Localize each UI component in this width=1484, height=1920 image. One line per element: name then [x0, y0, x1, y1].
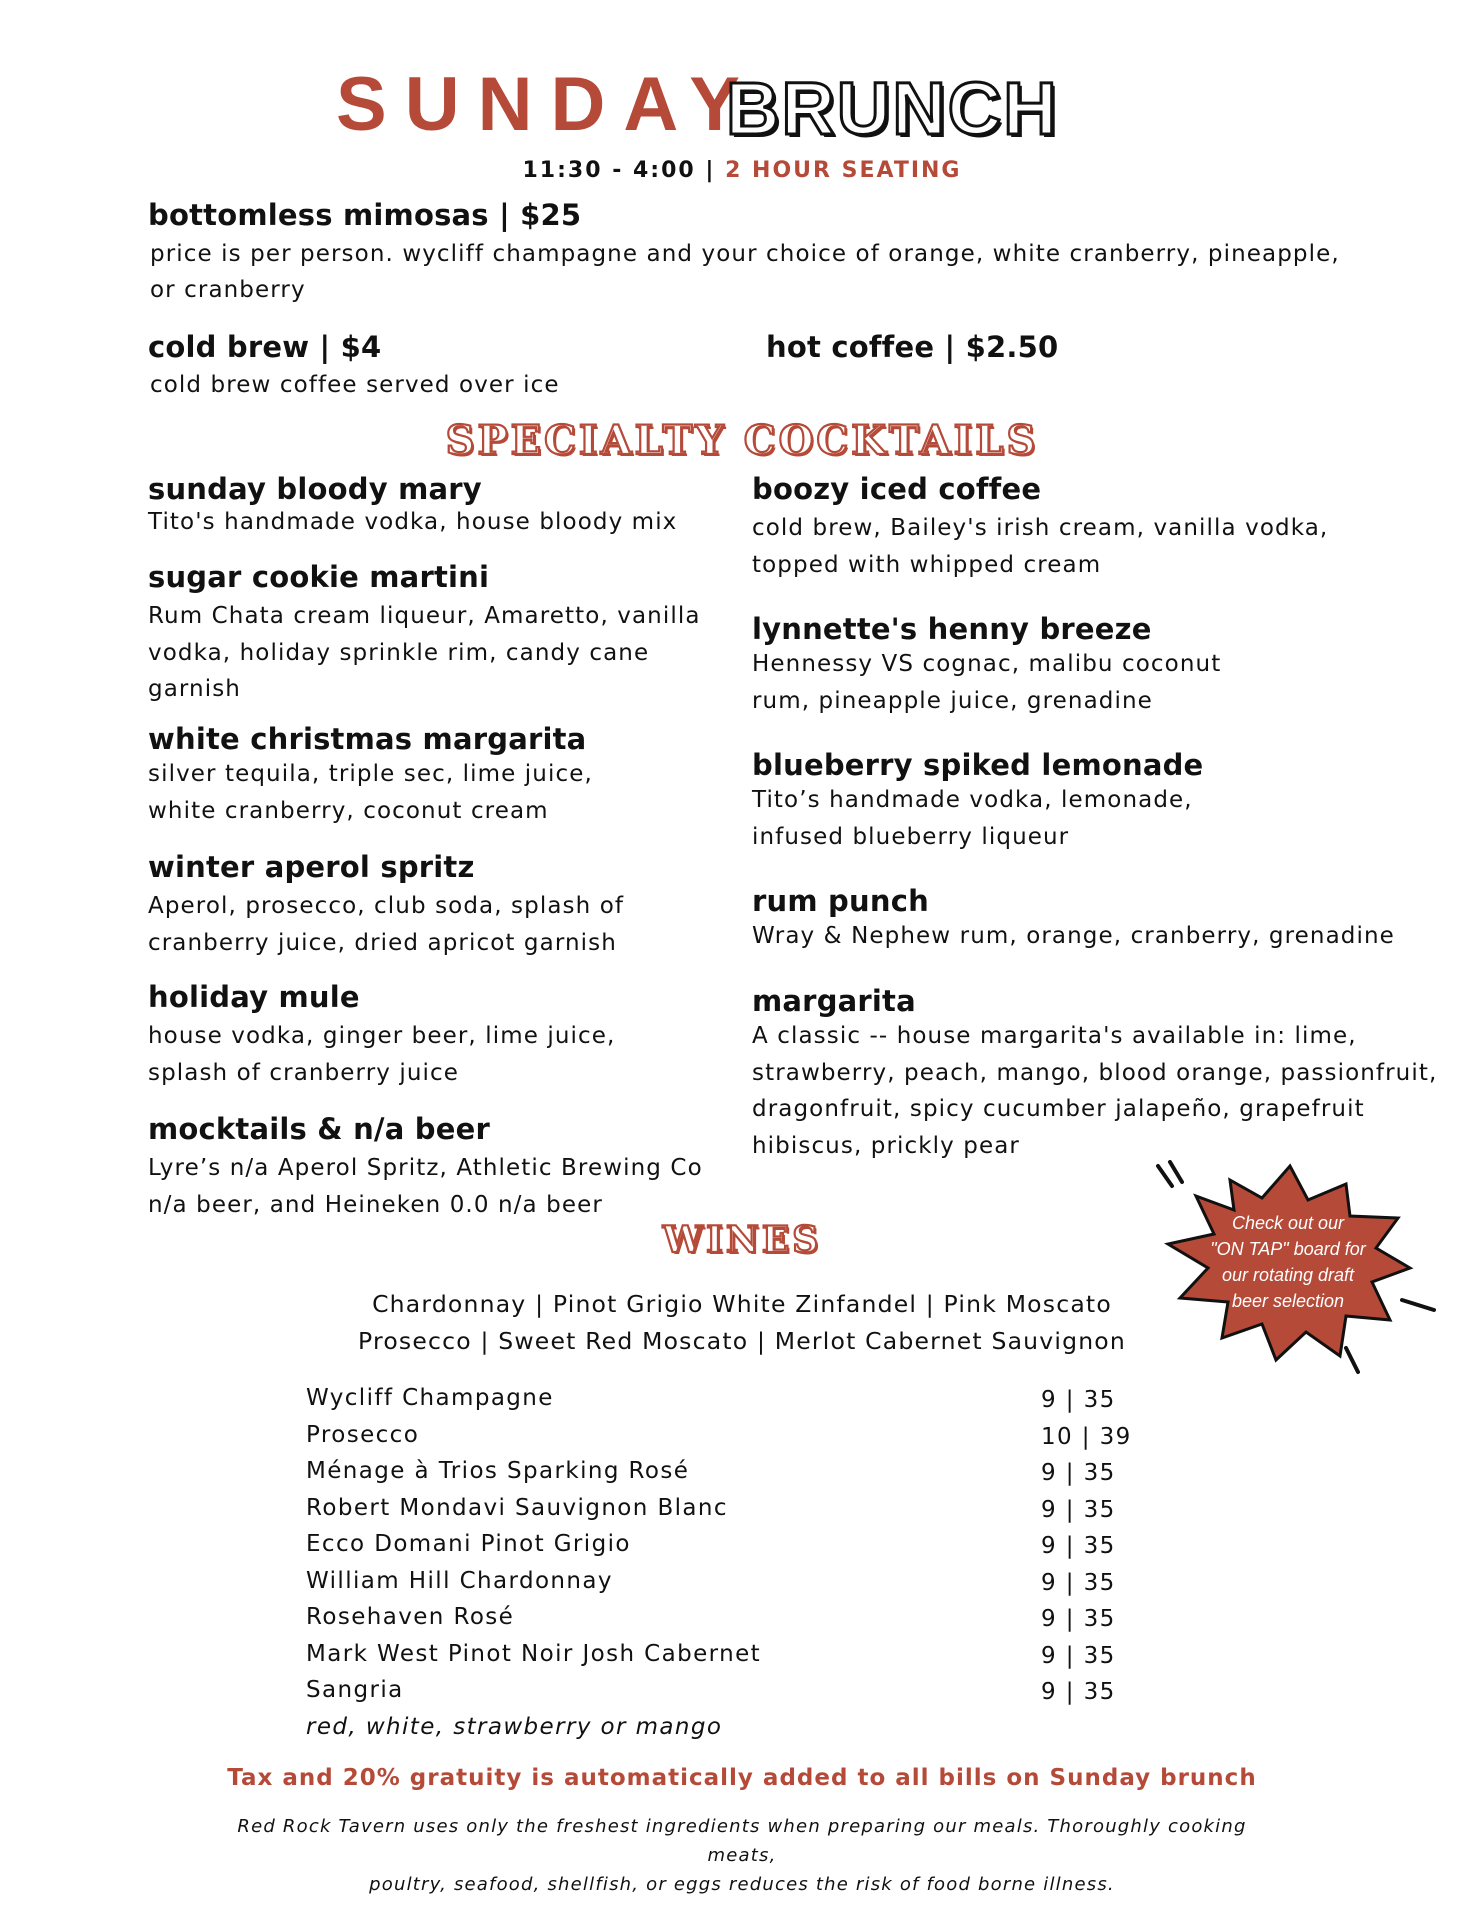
left-cocktail-column: [148, 470, 708, 1223]
burst-line: our rotating draft: [1221, 1265, 1355, 1285]
wine-name: Prosecco: [306, 1421, 420, 1448]
cocktail-desc: Wray & Nephew rum, orange, cranberry, grenadine: [752, 923, 1395, 949]
wine-row: [306, 1417, 1166, 1454]
wine-name: Rosehaven Rosé: [306, 1604, 515, 1630]
cocktail-desc: Hennessy VS cognac, malibu coconut: [752, 651, 1222, 677]
wine-row: [306, 1672, 1166, 1709]
cocktail-item: [148, 848, 708, 978]
wine-row: [306, 1563, 1166, 1600]
wine-price: 9 | 35: [1041, 1387, 1116, 1413]
hours-separator: |: [705, 158, 716, 183]
wine-list: [306, 1380, 1166, 1745]
wine-price: 9 | 35: [1041, 1496, 1116, 1523]
cocktail-desc: Aperol, prosecco, club soda, splash of: [148, 893, 625, 919]
mimosas-desc-2: or cranberry: [150, 277, 306, 303]
wine-price: 9 | 35: [1041, 1460, 1116, 1486]
cocktail-title: white christmas margarita: [148, 722, 587, 756]
cocktail-title: boozy iced coffee: [752, 472, 1042, 506]
mimosas-title: bottomless mimosas | $25: [148, 198, 582, 232]
hours: 11:30 - 4:00: [522, 158, 696, 183]
burst-spike: [1170, 1162, 1182, 1182]
cocktail-desc: Tito’s handmade vodka, lemonade,: [752, 787, 1193, 813]
seating-note: 2 HOUR SEATING: [725, 158, 962, 183]
cocktail-desc: hibiscus, prickly pear: [752, 1132, 1020, 1159]
right-cocktail-column: [752, 470, 1438, 1164]
cocktail-desc: silver tequila, triple sec, lime juice,: [148, 761, 593, 787]
wine-price: 10 | 39: [1041, 1423, 1132, 1450]
cocktail-desc: cranberry juice, dried apricot garnish: [148, 929, 617, 956]
cocktail-item: [148, 1110, 708, 1223]
wine-types: [0, 1286, 1484, 1360]
wine-price: 9 | 35: [1041, 1569, 1116, 1596]
cocktail-item: [752, 470, 1432, 610]
cocktail-item: [148, 558, 708, 720]
cold-brew-title: cold brew | $4: [148, 330, 382, 364]
title-sunday: SUNDAY: [336, 62, 758, 147]
wine-types-line: Chardonnay | Pinot Grigio White Zinfandel | Pink Moscato: [372, 1290, 1112, 1318]
wine-price: 9 | 35: [1041, 1642, 1116, 1669]
title-brunch: BRUNCH: [726, 67, 1059, 150]
disclaimer-line: poultry, seafood, shellfish, or eggs reduces the risk of food borne illness.: [369, 1874, 1115, 1895]
wine-row: [306, 1599, 1166, 1636]
hours-line: [0, 156, 1484, 186]
wine-row: [306, 1380, 1166, 1417]
wine-row: [306, 1526, 1166, 1563]
cocktail-title: sugar cookie martini: [148, 560, 490, 594]
hot-coffee-title: hot coffee | $2.50: [766, 330, 1059, 364]
wine-name: Sangria: [306, 1677, 404, 1703]
wine-name: Wycliff Champagne: [306, 1385, 554, 1411]
cocktail-desc: strawberry, peach, mango, blood orange, passionfruit,: [752, 1059, 1438, 1086]
cocktail-desc: A classic -- house margarita's available in: lime,: [752, 1023, 1357, 1049]
cocktail-item: [752, 746, 1432, 882]
cocktail-desc: Tito's handmade vodka, house bloody mix: [148, 509, 678, 535]
cocktail-title: margarita: [752, 984, 916, 1018]
cocktail-item: [148, 720, 708, 848]
cocktail-desc: vodka, holiday sprinkle rim, candy cane: [148, 639, 650, 666]
food-safety-disclaimer: [200, 1812, 1284, 1899]
wine-row: [306, 1490, 1166, 1527]
wine-row: [306, 1636, 1166, 1673]
cocktail-desc: rum, pineapple juice, grenadine: [752, 687, 1153, 714]
cocktail-desc: infused blueberry liqueur: [752, 823, 1070, 850]
cocktail-item: [148, 978, 708, 1110]
cocktail-item: [752, 882, 1432, 982]
cocktail-title: sunday bloody mary: [148, 472, 482, 506]
cocktail-desc: topped with whipped cream: [752, 551, 1102, 578]
cocktail-title: lynnette's henny breeze: [752, 612, 1152, 646]
mimosas-desc-1: price is per person. wycliff champagne and your choice of orange, white cranberry, pineapple,: [150, 241, 1340, 267]
wine-price: 9 | 35: [1041, 1679, 1116, 1705]
specialty-cocktails-heading: SPECIALTY COCKTAILS: [445, 417, 1039, 464]
wine-types-line: Prosecco | Sweet Red Moscato | Merlot Cabernet Sauvignon: [358, 1327, 1126, 1355]
tax-gratuity-note: Tax and 20% gratuity is automatically added to all bills on Sunday brunch: [227, 1765, 1257, 1791]
burst-line: Check out our: [1231, 1213, 1345, 1233]
cocktail-title: holiday mule: [148, 980, 360, 1014]
wine-name: Mark West Pinot Noir Josh Cabernet: [306, 1640, 762, 1667]
wine-price: 9 | 35: [1041, 1533, 1116, 1559]
cocktail-desc: splash of cranberry juice: [148, 1059, 460, 1086]
wine-row: [306, 1453, 1166, 1490]
wine-name: Ménage à Trios Sparking Rosé: [306, 1458, 690, 1484]
wine-name: Ecco Domani Pinot Grigio: [306, 1531, 631, 1557]
cocktail-item: [752, 610, 1432, 746]
cocktail-title: rum punch: [752, 884, 929, 918]
cocktail-title: winter aperol spritz: [148, 850, 475, 884]
burst-line: "ON TAP" board for: [1210, 1239, 1366, 1259]
cocktail-desc: dragonfruit, spicy cucumber jalapeño, grapefruit: [752, 1096, 1365, 1122]
cocktail-desc: n/a beer, and Heineken 0.0 n/a beer: [148, 1191, 603, 1218]
wine-name: Robert Mondavi Sauvignon Blanc: [306, 1494, 728, 1521]
cocktail-desc: Rum Chata cream liqueur, Amaretto, vanilla: [148, 603, 701, 629]
wine-price: 9 | 35: [1041, 1606, 1116, 1632]
cocktail-title: blueberry spiked lemonade: [752, 748, 1204, 782]
cocktail-item: [148, 470, 708, 558]
cocktail-title: mocktails & n/a beer: [148, 1112, 490, 1146]
sangria-note: red, white, strawberry or mango: [306, 1713, 723, 1740]
cocktail-desc: house vodka, ginger beer, lime juice,: [148, 1023, 616, 1049]
cold-brew-desc: cold brew coffee served over ice: [150, 372, 560, 398]
burst-line: beer selection: [1231, 1291, 1345, 1311]
wine-name: William Hill Chardonnay: [306, 1567, 613, 1594]
burst-spike: [1158, 1166, 1172, 1186]
cocktail-desc: Lyre’s n/a Aperol Spritz, Athletic Brewing Co: [148, 1155, 703, 1181]
cocktail-desc: white cranberry, coconut cream: [148, 797, 549, 824]
disclaimer-line: Red Rock Tavern uses only the freshest ingredients when preparing our meals. Thoroughly cooking meats,: [237, 1816, 1247, 1866]
wines-heading: WINES: [662, 1219, 822, 1261]
cocktail-desc: cold brew, Bailey's irish cream, vanilla vodka,: [752, 515, 1329, 541]
cocktail-item: [752, 982, 1438, 1164]
cocktail-desc: garnish: [148, 676, 241, 702]
